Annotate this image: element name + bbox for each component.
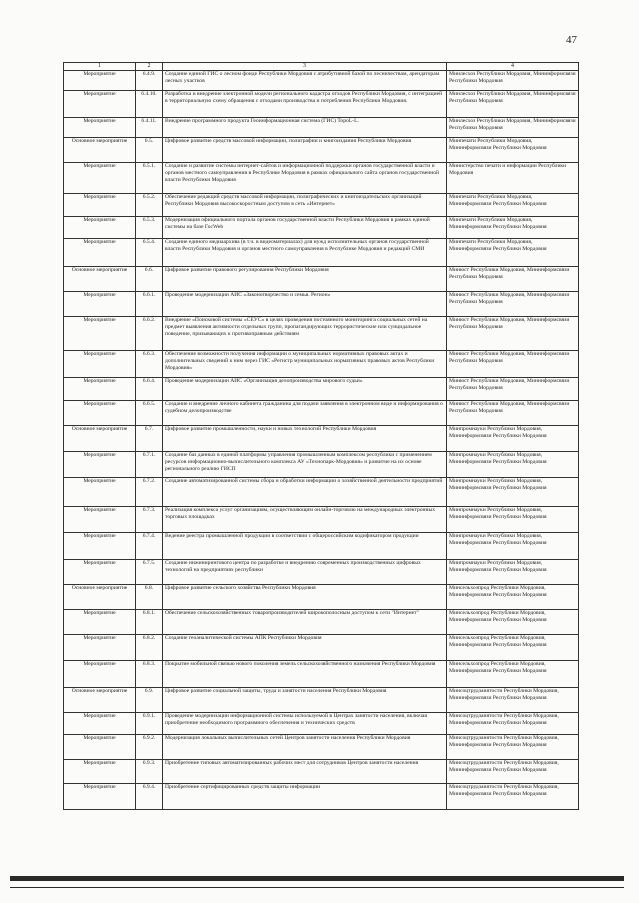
row-type-cell: Мероприятие (64, 118, 136, 138)
row-type-cell: Мероприятие (64, 760, 136, 784)
table-row (64, 610, 579, 635)
row-responsible-cell: Минлесхоз Республики Мордовия, Mининформсвязи Республики Мордовия (447, 71, 579, 91)
row-type-cell: Мероприятие (64, 784, 136, 810)
row-responsible-cell: Минпромнауки Республики Мордовия, Mининформсвязи Республики Мордовия (447, 507, 579, 533)
row-description-cell: Проведение модернизации АИС «Организация делопроизводства мирового судьи» (163, 378, 447, 401)
table-row (64, 452, 579, 478)
row-number-cell: 6.6.4. (136, 378, 163, 401)
table-header-row (64, 63, 579, 71)
row-responsible-cell: Минсоцтрудзанятости Республики Мордовия, Mининформсвязи Республики Мордовия (447, 713, 579, 735)
table-row (64, 239, 579, 267)
table-row (64, 713, 579, 735)
row-description-cell: Приобретение сертифицированных средств защиты информации (163, 784, 447, 810)
row-type-cell: Мероприятие (64, 351, 136, 378)
row-type-cell: Основное мероприятие (64, 688, 136, 713)
row-description-cell: Обеспечение редакций средств массовой информации, полиграфических и книгоиздательских организаций Республики Мордовия высокоскоростным доступом в сеть «Интернет» (163, 194, 447, 217)
row-description-cell: Цифровое развитие сельского хозяйства Республики Мордовия (163, 585, 447, 610)
row-type-cell: Мероприятие (64, 163, 136, 194)
row-type-cell: Мероприятие (64, 239, 136, 267)
row-description-cell: Ведение реестра промышленной продукции в соответствии с общероссийским кодификатором продукции (163, 533, 447, 560)
row-number-cell: 6.9.1. (136, 713, 163, 735)
row-description-cell: Цифровое развитие промышленности, науки и новых технологий Республики Мордовия (163, 426, 447, 452)
row-number-cell: 6.9.2. (136, 735, 163, 760)
table-row (64, 118, 579, 138)
table-row (64, 426, 579, 452)
row-number-cell: 6.7.4. (136, 533, 163, 560)
row-description-cell: Проведение модернизации информационной системы используемой в Центрах занятости населения, включая приобретение необходимого программного обеспечения и технических средств (163, 713, 447, 735)
row-number-cell: 6.5.2. (136, 194, 163, 217)
row-description-cell: Создание инжинирингового центра по разработке и внедрению современных производственных цифровых технологий на предприятиях республики (163, 560, 447, 585)
row-description-cell: Создание единой ГИС о лесном фонде Республики Мордовия с атрибутивной базой по лесничествам, арендаторам лесных участков (163, 71, 447, 91)
row-number-cell: 6.7.3. (136, 507, 163, 533)
row-number-cell: 6.6.3. (136, 351, 163, 378)
table-row (64, 478, 579, 507)
row-type-cell: Основное мероприятие (64, 426, 136, 452)
row-responsible-cell: Минсельхозпрод Республики Мордовия, Mининформсвязи Республики Мордовия (447, 635, 579, 661)
row-type-cell: Мероприятие (64, 217, 136, 239)
row-responsible-cell: Минпромнауки Республики Мордовия, Mининформсвязи Республики Мордовия (447, 426, 579, 452)
row-type-cell: Мероприятие (64, 194, 136, 217)
row-description-cell: Разработка и внедрение электронной модели регионального кадастра отходов Республики Мордовия, с интеграцией в территориальную схему обращения с отходами производства и потребления Республики Мордовия. (163, 91, 447, 118)
row-responsible-cell: Минпечати Республики Мордовия, Mининформсвязи Республики Мордовия (447, 138, 579, 163)
row-description-cell: Покрытие мобильной связью нового поколения земель сельскохозяйственного назначения Республики Мордовия (163, 661, 447, 688)
row-responsible-cell: Минсоцтрудзанятости Республики Мордовия, Mининформсвязи Республики Мордовия (447, 784, 579, 810)
row-responsible-cell: Минюст Республики Мордовия, Mининформсвязи Республики Мордовия (447, 317, 579, 351)
row-number-cell: 6.7. (136, 426, 163, 452)
row-number-cell: 6.6.2. (136, 317, 163, 351)
table-row (64, 217, 579, 239)
row-description-cell: Создание геоаналитической системы АПК Республики Мордовия (163, 635, 447, 661)
row-number-cell: 6.9. (136, 688, 163, 713)
row-number-cell: 6.7.2. (136, 478, 163, 507)
row-responsible-cell: Минсельхозпрод Республики Мордовия, Mининформсвязи Республики Мордовия (447, 661, 579, 688)
row-number-cell: 6.6.1. (136, 292, 163, 317)
row-responsible-cell: Минпромнауки Республики Мордовия, Mининформсвязи Республики Мордовия (447, 478, 579, 507)
row-number-cell: 6.7.5. (136, 560, 163, 585)
row-description-cell: Создание автоматизированной системы сбора и обработки информации о хозяйственной деятельности предприятий (163, 478, 447, 507)
row-number-cell: 6.7.1. (136, 452, 163, 478)
row-description-cell: Проведение модернизации АИС «Законотворчество и семья. Регион» (163, 292, 447, 317)
row-responsible-cell: Минюст Республики Мордовия, Mининформсвязи Республики Мордовия (447, 292, 579, 317)
row-number-cell: 6.8. (136, 585, 163, 610)
row-description-cell: Создание и внедрение личного кабинета гражданина для подачи заявления в электронном виде и информирования о судебном делопроизводстве (163, 401, 447, 426)
row-responsible-cell: Министерство печати и информации Республики Мордовия (447, 163, 579, 194)
table-row (64, 351, 579, 378)
header-col-2: 2 (136, 63, 163, 71)
row-responsible-cell: Минюст Республики Мордовия, Mининформсвязи Республики Мордовия (447, 351, 579, 378)
table-row (64, 507, 579, 533)
row-description-cell: Цифровое развитие средств массовой информации, полиграфии и книгоиздания Республики Мордовия (163, 138, 447, 163)
row-type-cell: Мероприятие (64, 91, 136, 118)
row-type-cell: Мероприятие (64, 71, 136, 91)
row-number-cell: 6.5. (136, 138, 163, 163)
row-number-cell: 6.4.10. (136, 91, 163, 118)
row-description-cell: Модернизация локальных вычислительных сетей Центров занятости населения Республики Мордовия (163, 735, 447, 760)
row-responsible-cell: Минюст Республики Мордовия, Mининформсвязи Республики Мордовия (447, 378, 579, 401)
row-description-cell: Внедрение программного продукта Геоинформационная система (ГИС) ТороL-L. (163, 118, 447, 138)
row-type-cell: Мероприятие (64, 560, 136, 585)
row-type-cell: Мероприятие (64, 533, 136, 560)
row-type-cell: Основное мероприятие (64, 267, 136, 292)
header-col-3: 3 (163, 63, 447, 71)
row-type-cell: Основное мероприятие (64, 585, 136, 610)
table-body (64, 71, 579, 810)
table-row (64, 635, 579, 661)
row-type-cell: Мероприятие (64, 661, 136, 688)
row-description-cell: Цифровое развитие правового регулирования Республики Мордовия (163, 267, 447, 292)
row-responsible-cell: Минпромнауки Республики Мордовия, Mининформсвязи Республики Мордовия (447, 452, 579, 478)
table-row (64, 194, 579, 217)
row-responsible-cell: Минлесхоз Республики Мордовия, Mининформсвязи Республики Мордовия (447, 91, 579, 118)
header-col-4: 4 (447, 63, 579, 71)
row-responsible-cell: Минпромнауки Республики Мордовия, Mининформсвязи Республики Мордовия (447, 533, 579, 560)
row-number-cell: 6.8.1. (136, 610, 163, 635)
row-number-cell: 6.9.4. (136, 784, 163, 810)
table-row (64, 533, 579, 560)
table-row (64, 292, 579, 317)
row-responsible-cell: Минпечати Республики Мордовия, Mининформсвязи Республики Мордовия (447, 239, 579, 267)
row-responsible-cell: Минсоцтрудзанятости Республики Мордовия, Mининформсвязи Республики Мордовия (447, 735, 579, 760)
table-row (64, 317, 579, 351)
row-description-cell: Цифровое развитие социальной защиты, труда и занятости населения Республики Мордовия (163, 688, 447, 713)
row-number-cell: 6.6.5. (136, 401, 163, 426)
row-description-cell: Создание и развитие системы интернет-сайтов и информационной поддержки органов государственной власти и органов местного самоуправления в Республике Мордовия в рамках официального сайта органов государственной власти Республики Мордовия (163, 163, 447, 194)
table-row (64, 378, 579, 401)
row-responsible-cell: Минсельхозпрод Республики Мордовия, Mининформсвязи Республики Мордовия (447, 585, 579, 610)
bottom-rule (10, 876, 624, 881)
table-row (64, 267, 579, 292)
row-number-cell: 6.5.4. (136, 239, 163, 267)
row-description-cell: Модернизация официального портала органов государственной власти Республики Мордовия в рамках единой системы на базе ГосWeb (163, 217, 447, 239)
row-type-cell: Мероприятие (64, 292, 136, 317)
row-type-cell: Мероприятие (64, 713, 136, 735)
row-description-cell: Создание единого медиаархива (в т.ч. в видеоматериалах) для нужд исполнительных органов государственной власти Республики Мордовия и органов местного самоуправления в Республике Мордовия и редакций СМИ (163, 239, 447, 267)
row-type-cell: Мероприятие (64, 735, 136, 760)
row-type-cell: Основное мероприятие (64, 138, 136, 163)
row-type-cell: Мероприятие (64, 478, 136, 507)
row-type-cell: Мероприятие (64, 610, 136, 635)
header-col-1: 1 (64, 63, 136, 71)
row-responsible-cell: Минпромнауки Республики Мордовия, Mининформсвязи Республики Мордовия (447, 560, 579, 585)
row-type-cell: Мероприятие (64, 378, 136, 401)
row-number-cell: 6.9.3. (136, 760, 163, 784)
row-description-cell: Создание баз данных в единой платформы управления промышленным комплексом республики с применением ресурсов информационно-вычислительного комплекса АУ «Технопарк-Мордовия» и развитие на их основе регионального реалию ГИСП (163, 452, 447, 478)
row-number-cell: 6.6. (136, 267, 163, 292)
table-row (64, 163, 579, 194)
row-responsible-cell: Минпечати Республики Мордовия, Mининформсвязи Республики Мордовия (447, 217, 579, 239)
table-row (64, 760, 579, 784)
row-description-cell: Приобретение типовых автоматизированных рабочих мест для сотрудников Центров занятости населения (163, 760, 447, 784)
row-type-cell: Мероприятие (64, 635, 136, 661)
row-number-cell: 6.8.2. (136, 635, 163, 661)
table-row (64, 688, 579, 713)
row-responsible-cell: Минпечати Республики Мордовия, Mининформсвязи Республики Мордовия (447, 194, 579, 217)
row-number-cell: 6.4.11. (136, 118, 163, 138)
bottom-rule-thin (10, 887, 624, 888)
row-responsible-cell: Минюст Республики Мордовия, Mининформсвязи Республики Мордовия (447, 267, 579, 292)
row-type-cell: Мероприятие (64, 507, 136, 533)
row-description-cell: Обеспечение сельскохозяйственных товаропроизводителей широкополосным доступом к сети "Интернет" (163, 610, 447, 635)
row-type-cell: Мероприятие (64, 452, 136, 478)
row-description-cell: Обеспечение возможности получения информации о муниципальных нормативных правовых актах и дополнительных сведений к ним через ГИС «Регистр муниципальных нормативных правовых актов Республики Мордовия» (163, 351, 447, 378)
table-row (64, 401, 579, 426)
row-responsible-cell: Минсельхозпрод Республики Мордовия, Mининформсвязи Республики Мордовия (447, 610, 579, 635)
row-number-cell: 6.4.9. (136, 71, 163, 91)
row-responsible-cell: Минюст Республики Мордовия, Mининформсвязи Республики Мордовия (447, 401, 579, 426)
table-row (64, 585, 579, 610)
row-number-cell: 6.5.3. (136, 217, 163, 239)
table-row (64, 661, 579, 688)
page-number: 47 (566, 34, 577, 46)
row-responsible-cell: Минсоцтрудзанятости Республики Мордовия, Mининформсвязи Республики Мордовия (447, 760, 579, 784)
row-description-cell: Реализация комплекса услуг организациям, осуществляющим онлайн-торговлю на международных электронных торговых площадках (163, 507, 447, 533)
row-number-cell: 6.5.1. (136, 163, 163, 194)
table-row (64, 91, 579, 118)
table-row (64, 71, 579, 91)
row-type-cell: Мероприятие (64, 317, 136, 351)
table-row (64, 138, 579, 163)
row-responsible-cell: Минлесхоз Республики Мордовия, Mининформсвязи Республики Мордовия (447, 118, 579, 138)
activities-table (63, 62, 579, 810)
row-responsible-cell: Минсоцтрудзанятости Республики Мордовия, Mининформсвязи Республики Мордовия (447, 688, 579, 713)
table-row (64, 560, 579, 585)
table-row (64, 784, 579, 810)
row-type-cell: Мероприятие (64, 401, 136, 426)
row-description-cell: Внедрение «Поисковой системы «СЕУС» в целях проведения постоянного мониторинга социальных сетей на предмет выявления активности отдельных групп, пропагандирующих террористические или суицидальное поведение, призывающих к противоправным действиям (163, 317, 447, 351)
table-row (64, 735, 579, 760)
row-number-cell: 6.8.3. (136, 661, 163, 688)
